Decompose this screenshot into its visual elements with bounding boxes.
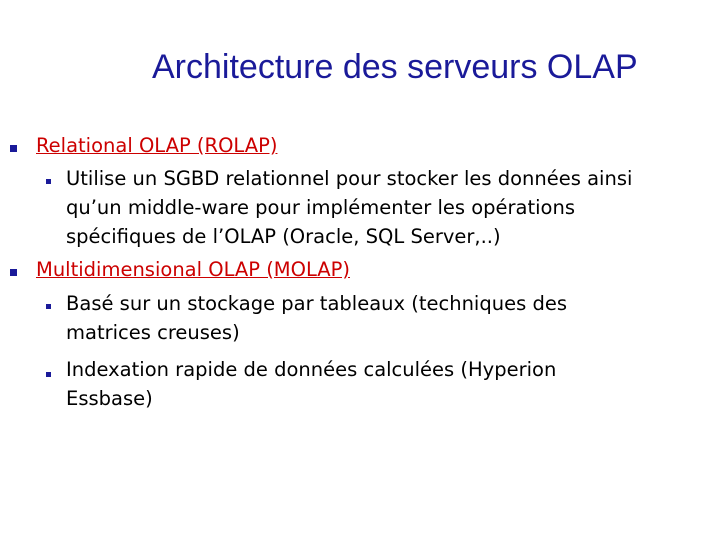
bullet-molap: Multidimensional OLAP (MOLAP) (36, 258, 350, 281)
bullet-rolap: Relational OLAP (ROLAP) (36, 134, 278, 157)
slide-title: Architecture des serveurs OLAP (152, 48, 638, 86)
sub-bullet-marker-2 (46, 304, 51, 309)
sub-bullet-marker-1 (46, 179, 51, 184)
sub-bullet-rolap-line-2: qu’un middle-ware pour implémenter les opérations (66, 196, 576, 219)
sub-bullet-rolap-line-1: Utilise un SGBD relationnel pour stocker les données ainsi (66, 167, 633, 190)
bullet-marker-1 (10, 145, 17, 152)
sub-bullet-marker-3 (46, 372, 51, 377)
sub-bullet-molap-1-line-1: Basé sur un stockage par tableaux (techniques des (66, 292, 567, 315)
sub-bullet-molap-2-line-2: Essbase) (66, 387, 153, 410)
bullet-marker-2 (10, 269, 17, 276)
sub-bullet-molap-2-line-1: Indexation rapide de données calculées (Hyperion (66, 358, 557, 381)
sub-bullet-rolap-line-3: spécifiques de l’OLAP (Oracle, SQL Server,..) (66, 225, 501, 248)
sub-bullet-molap-1-line-2: matrices creuses) (66, 321, 240, 344)
